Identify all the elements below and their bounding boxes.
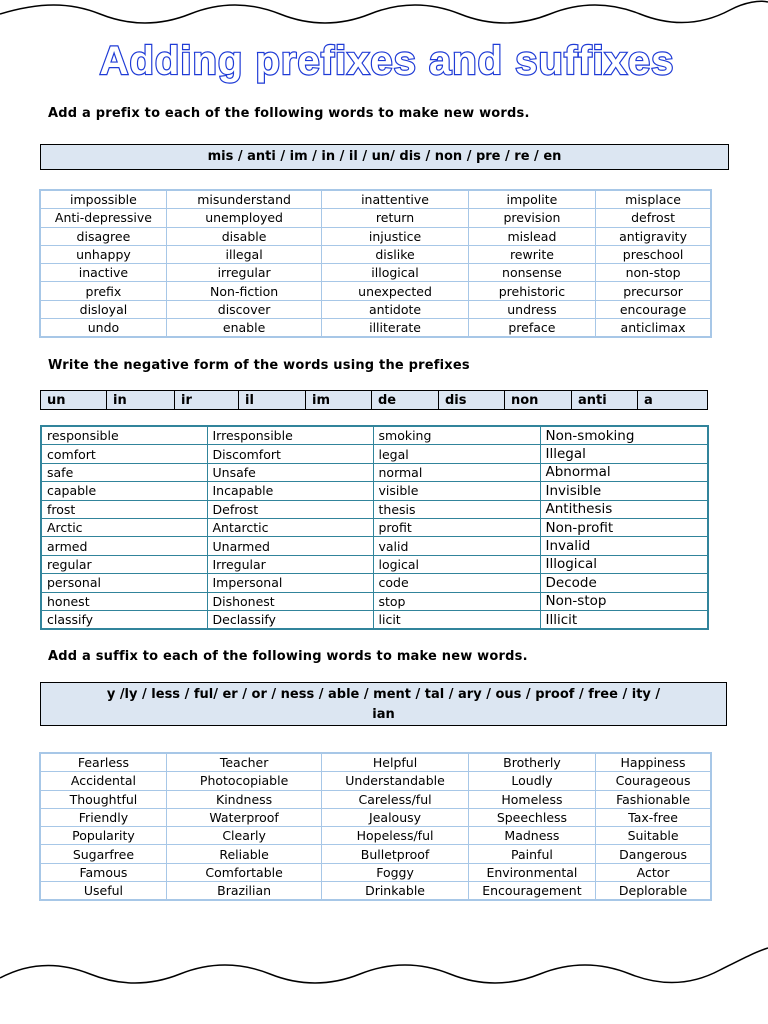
table-row bbox=[40, 319, 711, 338]
table-row bbox=[41, 610, 708, 629]
table-cell: frost bbox=[41, 500, 207, 518]
table-cell: unexpected bbox=[322, 282, 468, 300]
prefix-strip-cell: im bbox=[306, 391, 372, 410]
prefix-bank: mis / anti / im / in / il / un/ dis / non / pre / re / en bbox=[40, 144, 729, 170]
table-cell: stop bbox=[373, 592, 540, 610]
table-cell: illegal bbox=[166, 245, 321, 263]
table-cell: code bbox=[373, 574, 540, 592]
table-cell: Dishonest bbox=[207, 592, 373, 610]
table-cell: Unarmed bbox=[207, 537, 373, 555]
table-row bbox=[40, 790, 711, 808]
table-cell: responsible bbox=[41, 426, 207, 445]
bottom-wave-decoration bbox=[0, 940, 768, 1000]
prefix-strip-cell: un bbox=[41, 391, 107, 410]
table-cell: Decode bbox=[540, 574, 708, 592]
table-row bbox=[40, 245, 711, 263]
table-cell: Understandable bbox=[322, 772, 468, 790]
table-cell: classify bbox=[41, 610, 207, 629]
table-cell: Friendly bbox=[40, 808, 166, 826]
table-cell: Famous bbox=[40, 863, 166, 881]
table-cell: inattentive bbox=[322, 190, 468, 209]
table-cell: Careless/ful bbox=[322, 790, 468, 808]
table-cell: inactive bbox=[40, 264, 166, 282]
table-cell: Bulletproof bbox=[322, 845, 468, 863]
table-cell: Antarctic bbox=[207, 518, 373, 536]
table-cell: smoking bbox=[373, 426, 540, 445]
table-cell: Actor bbox=[596, 863, 711, 881]
table-row bbox=[41, 574, 708, 592]
table-cell: Suitable bbox=[596, 827, 711, 845]
table-row bbox=[40, 882, 711, 901]
svg-text:Adding prefixes and suffixes: Adding prefixes and suffixes bbox=[99, 39, 675, 83]
table-cell: Clearly bbox=[166, 827, 321, 845]
table-row bbox=[41, 463, 708, 481]
table-cell: Fashionable bbox=[596, 790, 711, 808]
table-cell: Irregular bbox=[207, 555, 373, 573]
prefix-strip-row bbox=[41, 391, 708, 410]
table-cell: illiterate bbox=[322, 319, 468, 338]
table-cell: Kindness bbox=[166, 790, 321, 808]
table-row bbox=[41, 518, 708, 536]
table-cell: Environmental bbox=[468, 863, 595, 881]
table-cell: Comfortable bbox=[166, 863, 321, 881]
table-cell: prevision bbox=[468, 209, 595, 227]
table-row bbox=[40, 772, 711, 790]
table-cell: Tax-free bbox=[596, 808, 711, 826]
table-cell: unemployed bbox=[166, 209, 321, 227]
table-cell: Foggy bbox=[322, 863, 468, 881]
table-cell: enable bbox=[166, 319, 321, 338]
table-row bbox=[41, 426, 708, 445]
table-cell: logical bbox=[373, 555, 540, 573]
table-cell: Non-stop bbox=[540, 592, 708, 610]
table-cell: Invalid bbox=[540, 537, 708, 555]
table-cell: non-stop bbox=[596, 264, 711, 282]
table-cell: precursor bbox=[596, 282, 711, 300]
table-cell: honest bbox=[41, 592, 207, 610]
table-cell: undo bbox=[40, 319, 166, 338]
table-cell: encourage bbox=[596, 300, 711, 318]
table-cell: thesis bbox=[373, 500, 540, 518]
table-cell: impolite bbox=[468, 190, 595, 209]
table-cell: defrost bbox=[596, 209, 711, 227]
table-cell: Declassify bbox=[207, 610, 373, 629]
table-cell: capable bbox=[41, 482, 207, 500]
table-row bbox=[40, 753, 711, 772]
prefix-strip-cell: in bbox=[107, 391, 175, 410]
table-cell: Encouragement bbox=[468, 882, 595, 901]
table-cell: Abnormal bbox=[540, 463, 708, 481]
suffix-bank bbox=[40, 682, 727, 726]
table-cell: Reliable bbox=[166, 845, 321, 863]
table-cell: Non-smoking bbox=[540, 426, 708, 445]
table-row bbox=[40, 863, 711, 881]
table-cell: licit bbox=[373, 610, 540, 629]
table-cell: Drinkable bbox=[322, 882, 468, 901]
table-cell: preface bbox=[468, 319, 595, 338]
table-cell: preschool bbox=[596, 245, 711, 263]
table-cell: Impersonal bbox=[207, 574, 373, 592]
table-cell: Jealousy bbox=[322, 808, 468, 826]
table-row bbox=[41, 555, 708, 573]
table-cell: Homeless bbox=[468, 790, 595, 808]
table-cell: personal bbox=[41, 574, 207, 592]
table-cell: valid bbox=[373, 537, 540, 555]
table-cell: Helpful bbox=[322, 753, 468, 772]
table-cell: Illicit bbox=[540, 610, 708, 629]
table-cell: Hopeless/ful bbox=[322, 827, 468, 845]
table-cell: Irresponsible bbox=[207, 426, 373, 445]
table-row bbox=[40, 209, 711, 227]
table-cell: Loudly bbox=[468, 772, 595, 790]
table-cell: legal bbox=[373, 445, 540, 463]
table-cell: Incapable bbox=[207, 482, 373, 500]
table-cell: misplace bbox=[596, 190, 711, 209]
table-cell: regular bbox=[41, 555, 207, 573]
prefix-strip-cell: dis bbox=[439, 391, 505, 410]
table-row bbox=[41, 537, 708, 555]
table-cell: Anti-depressive bbox=[40, 209, 166, 227]
table-cell: misunderstand bbox=[166, 190, 321, 209]
table-cell: Useful bbox=[40, 882, 166, 901]
negative-prefix-strip bbox=[40, 390, 708, 410]
table-cell: undress bbox=[468, 300, 595, 318]
section3-instruction: Add a suffix to each of the following words to make new words. bbox=[48, 649, 528, 664]
table-cell: Painful bbox=[468, 845, 595, 863]
table-cell: prehistoric bbox=[468, 282, 595, 300]
table-cell: dislike bbox=[322, 245, 468, 263]
table-row bbox=[41, 445, 708, 463]
negative-form-table bbox=[40, 425, 709, 630]
table-cell: normal bbox=[373, 463, 540, 481]
table-cell: visible bbox=[373, 482, 540, 500]
table-cell: armed bbox=[41, 537, 207, 555]
table-cell: nonsense bbox=[468, 264, 595, 282]
table-row bbox=[40, 845, 711, 863]
table-row bbox=[41, 500, 708, 518]
table-cell: Happiness bbox=[596, 753, 711, 772]
prefix-strip-cell: non bbox=[505, 391, 572, 410]
table-cell: Non-fiction bbox=[166, 282, 321, 300]
table-cell: impossible bbox=[40, 190, 166, 209]
table-row bbox=[40, 190, 711, 209]
table-cell: Invisible bbox=[540, 482, 708, 500]
prefix-strip-cell: a bbox=[638, 391, 708, 410]
top-wave-decoration bbox=[0, 0, 768, 40]
table-cell: Brazilian bbox=[166, 882, 321, 901]
table-cell: disagree bbox=[40, 227, 166, 245]
table-cell: Discomfort bbox=[207, 445, 373, 463]
table-cell: disloyal bbox=[40, 300, 166, 318]
table-cell: disable bbox=[166, 227, 321, 245]
page-title bbox=[0, 36, 768, 86]
table-cell: Popularity bbox=[40, 827, 166, 845]
table-cell: Waterproof bbox=[166, 808, 321, 826]
table-cell: Illegal bbox=[540, 445, 708, 463]
table-cell: return bbox=[322, 209, 468, 227]
table-cell: Antithesis bbox=[540, 500, 708, 518]
prefix-strip-cell: il bbox=[239, 391, 306, 410]
prefix-practice-table bbox=[39, 189, 712, 338]
table-cell: Fearless bbox=[40, 753, 166, 772]
table-cell: comfort bbox=[41, 445, 207, 463]
table-cell: Accidental bbox=[40, 772, 166, 790]
table-row bbox=[40, 827, 711, 845]
table-cell: mislead bbox=[468, 227, 595, 245]
section1-instruction: Add a prefix to each of the following words to make new words. bbox=[48, 106, 530, 121]
table-cell: rewrite bbox=[468, 245, 595, 263]
table-cell: antidote bbox=[322, 300, 468, 318]
table-cell: Madness bbox=[468, 827, 595, 845]
section2-instruction: Write the negative form of the words using the prefixes bbox=[48, 358, 470, 373]
table-row bbox=[41, 482, 708, 500]
table-cell: Speechless bbox=[468, 808, 595, 826]
table-cell: Non-profit bbox=[540, 518, 708, 536]
table-cell: Photocopiable bbox=[166, 772, 321, 790]
table-cell: safe bbox=[41, 463, 207, 481]
table-cell: anticlimax bbox=[596, 319, 711, 338]
suffix-practice-table bbox=[39, 752, 712, 901]
table-row bbox=[41, 592, 708, 610]
prefix-strip-cell: ir bbox=[175, 391, 239, 410]
table-cell: profit bbox=[373, 518, 540, 536]
prefix-strip-cell: anti bbox=[572, 391, 638, 410]
table-cell: unhappy bbox=[40, 245, 166, 263]
table-cell: Illogical bbox=[540, 555, 708, 573]
table-row bbox=[40, 227, 711, 245]
table-cell: antigravity bbox=[596, 227, 711, 245]
table-cell: Thoughtful bbox=[40, 790, 166, 808]
table-cell: illogical bbox=[322, 264, 468, 282]
table-row bbox=[40, 808, 711, 826]
table-cell: Teacher bbox=[166, 753, 321, 772]
table-cell: Deplorable bbox=[596, 882, 711, 901]
table-cell: injustice bbox=[322, 227, 468, 245]
table-cell: Defrost bbox=[207, 500, 373, 518]
table-cell: Dangerous bbox=[596, 845, 711, 863]
table-row bbox=[40, 264, 711, 282]
table-cell: Courageous bbox=[596, 772, 711, 790]
table-cell: irregular bbox=[166, 264, 321, 282]
table-row bbox=[40, 300, 711, 318]
table-cell: prefix bbox=[40, 282, 166, 300]
table-row bbox=[40, 282, 711, 300]
table-cell: discover bbox=[166, 300, 321, 318]
table-cell: Sugarfree bbox=[40, 845, 166, 863]
suffix-bank-line-2: ian bbox=[372, 707, 395, 722]
suffix-bank-line-1: y /ly / less / ful/ er / or / ness / able / ment / tal / ary / ous / proof / free / ity / bbox=[106, 687, 661, 702]
table-cell: Brotherly bbox=[468, 753, 595, 772]
table-cell: Unsafe bbox=[207, 463, 373, 481]
table-cell: Arctic bbox=[41, 518, 207, 536]
prefix-strip-cell: de bbox=[372, 391, 439, 410]
